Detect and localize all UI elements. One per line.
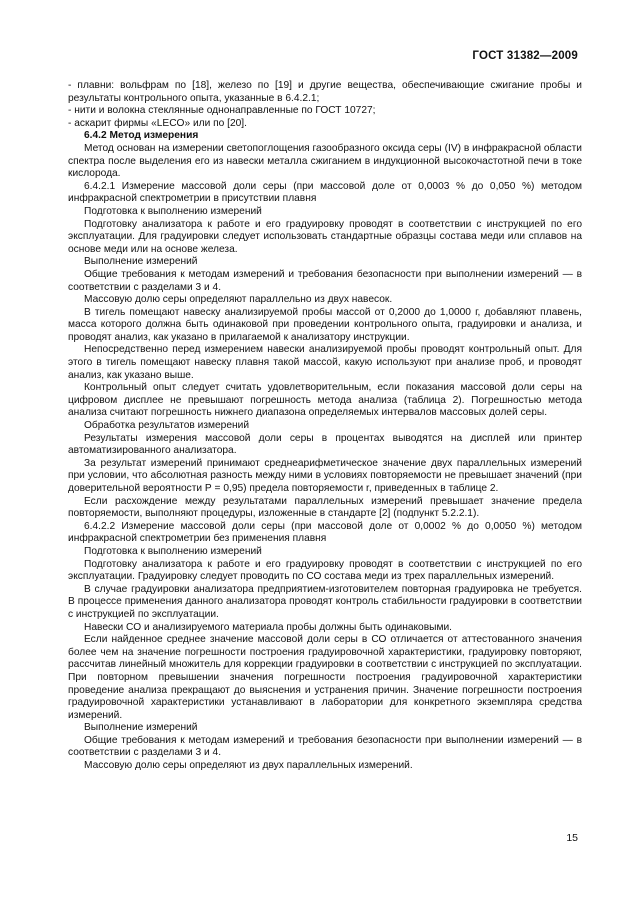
document-body: [68, 80, 582, 773]
paragraph: Результаты измерения массовой доли серы в процентах выводятся на дисплей или принтер автоматизированного анализатора.: [68, 432, 582, 457]
list-item-ascarite: - аскарит фирмы «LECO» или по [20].: [68, 117, 247, 129]
subsection-heading-6-4-2-2: 6.4.2.2 Измерение массовой доли серы (при массовой доле от 0,0002 % до 0,0050 %) методом инфракрасной спектрометрии без применения плавня: [68, 520, 582, 545]
page-number: 15: [566, 832, 578, 844]
subheading-measurement: Выполнение измерений: [84, 256, 198, 268]
paragraph: Общие требования к методам измерений и требования безопасности при выполнении измерений — в соответствии с разделами 3 и 4.: [68, 268, 582, 293]
subsection-heading-6-4-2-1: 6.4.2.1 Измерение массовой доли серы (при массовой доле от 0,0003 % до 0,050 %) методом инфракрасной спектрометрии в присутствии плавня: [68, 180, 582, 205]
paragraph: Если расхождение между результатами параллельных измерений превышает значение предела повторяемости, выполняют процедуры, изложенные в стандарте [2] (подпункт 5.2.2.1).: [68, 495, 582, 520]
subheading-measurement: Выполнение измерений: [84, 722, 198, 734]
subheading-processing: Обработка результатов измерений: [84, 420, 250, 432]
document-header: ГОСТ 31382—2009: [472, 50, 578, 62]
paragraph: В случае градуировки анализатора предприятием-изготовителем повторная градуировка не требуется. В процессе применения данного анализатора проводят контроль стабильности градуировки в соответствии с инструкцией по эксплуатации.: [68, 583, 582, 620]
paragraph: Контрольный опыт следует считать удовлетворительным, если показания массовой доли серы на цифровом дисплее не превышают погрешность метода анализа (таблица 2). Погрешностью метода анализа считают погрешность нижнего диапазона определяемых интервалов массовых долей серы.: [68, 382, 582, 419]
paragraph: В тигель помещают навеску анализируемой пробы массой от 0,2000 до 1,0000 г, добавляют плавень, масса которого должна быть одинаковой при проведении контрольного опыта, градуировки и анализа, и проводят анализ, как указано в прилагаемой к анализатору инструкции.: [68, 306, 582, 343]
subheading-preparation: Подготовка к выполнению измерений: [84, 545, 262, 557]
list-item-fluxes: - плавни: вольфрам по [18], железо по [19] и другие вещества, обеспечивающие сжигание пробы и результаты контрольного опыта, указанные в 6.4.2.1;: [68, 80, 582, 104]
paragraph: Навески СО и анализируемого материала пробы должны быть одинаковыми.: [84, 621, 452, 633]
paragraph: Метод основан на измерении светопоглощения газообразного оксида серы (IV) в инфракрасной области спектра после выделения его из навески металла сжиганием в индукционной высокочастотной печи в токе кислорода.: [68, 142, 582, 180]
paragraph: Подготовку анализатора к работе и его градуировку проводят в соответствии с инструкцией по его эксплуатации. Для градуировки следует использовать стандартные образцы состава меди или сплавов на основе меди или на основе железа.: [68, 218, 582, 255]
subheading-preparation: Подготовка к выполнению измерений: [84, 205, 262, 217]
paragraph: Общие требования к методам измерений и требования безопасности при выполнении измерений — в соответствии с разделами 3 и 4.: [68, 734, 582, 759]
paragraph: Подготовку анализатора к работе и его градуировку проводят в соответствии с инструкцией по его эксплуатации. Градуировку следует проводить по СО состава меди из трех параллельных измерений.: [68, 558, 582, 583]
section-heading-6-4-2: 6.4.2 Метод измерения: [84, 130, 199, 142]
paragraph: Массовую долю серы определяют из двух параллельных измерений.: [84, 760, 413, 772]
paragraph: Массовую долю серы определяют параллельно из двух навесок.: [84, 294, 393, 306]
list-item-glass-fibers: - нити и волокна стеклянные однонаправленные по ГОСТ 10727;: [68, 105, 376, 117]
paragraph: За результат измерений принимают среднеарифметическое значение двух параллельных измерений при условии, что абсолютная разность между ними в условиях повторяемости не превышает значений (при доверительной вероятности Р = 0,95) предела повторяемости r, приведенных в таблице 2.: [68, 457, 582, 494]
paragraph: Если найденное среднее значение массовой доли серы в СО отличается от аттестованного значения более чем на значение погрешности построения градуировочной характеристики, градуировку повторяют, рассчитав линейный множитель для коррекции градуировки в соответствии с инструкцией по эксплуатации. При повторном превышении значения погрешности построения градуировочной характеристики проведение анализа прекращают до выяснения и устранения причин. Значение погрешности построения градуировочной характеристики устанавливают в лаборатории для конкретного экземпляра средства измерений.: [68, 634, 582, 721]
paragraph: Непосредственно перед измерением навески анализируемой пробы проводят контрольный опыт. Для этого в тигель помещают навеску плавня такой массой, какую используют при анализе проб, и проводят анализ, как указано выше.: [68, 344, 582, 381]
